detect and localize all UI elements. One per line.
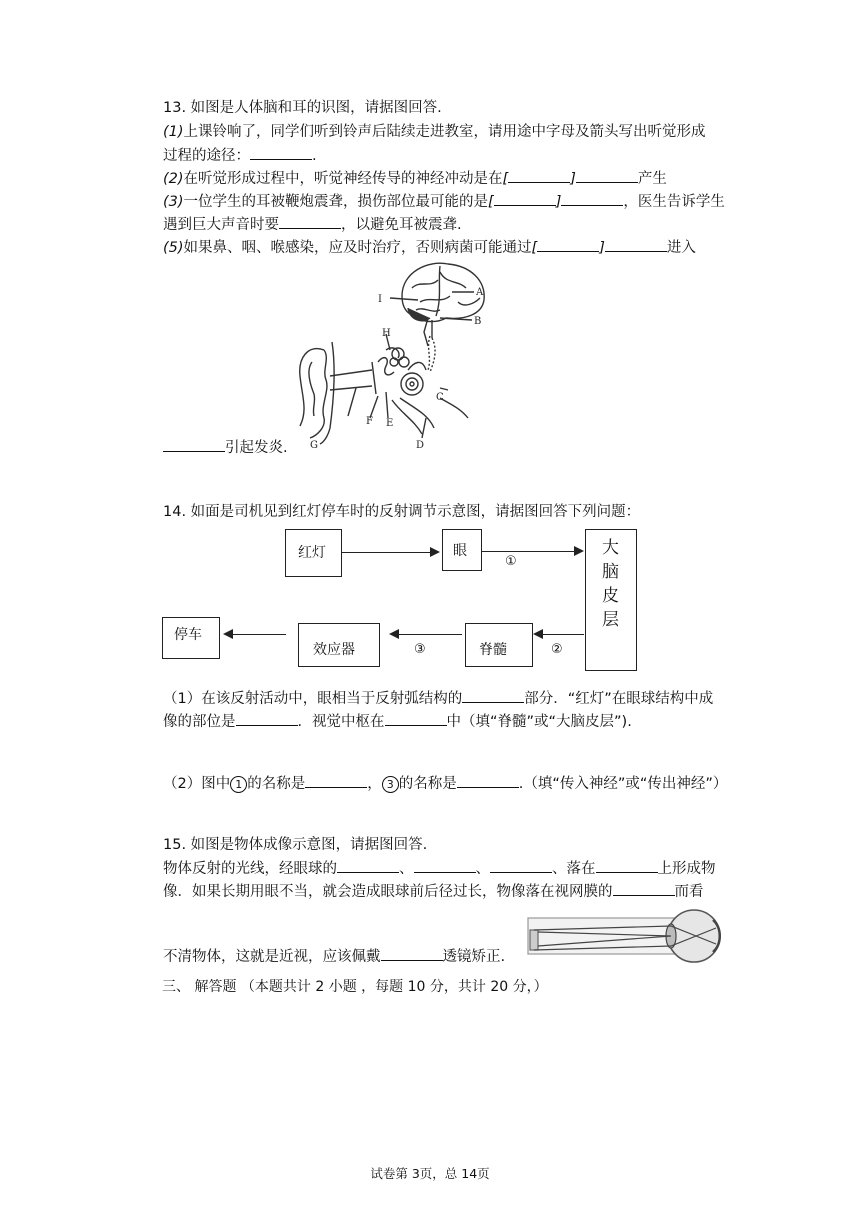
answer-blank[interactable] bbox=[605, 237, 667, 252]
q15-line3 bbox=[163, 946, 505, 967]
q14-part2 bbox=[163, 773, 727, 794]
q14-p1-a: （1）在该反射活动中，眼相当于反射弧结构的 bbox=[163, 691, 463, 707]
label-B: B bbox=[474, 316, 482, 327]
q13-part3-cont bbox=[163, 214, 462, 235]
arrowhead-icon bbox=[533, 629, 543, 639]
q13-part2 bbox=[163, 168, 667, 189]
answer-blank[interactable] bbox=[385, 711, 447, 726]
arrow-cortex-spine bbox=[542, 634, 584, 635]
cortex-char: 脑 bbox=[602, 562, 619, 582]
q13-p3-cont: 遇到巨大声音时要 bbox=[163, 217, 279, 233]
q13-part1 bbox=[163, 122, 706, 142]
box-spine bbox=[465, 623, 533, 667]
box-spine-label: 脊髓 bbox=[479, 642, 507, 658]
q13-p2-text: 在听觉形成过程中，听觉神经传导的神经冲动是在 bbox=[183, 171, 503, 187]
q15-l1-b: 、落在 bbox=[552, 861, 596, 877]
box-eye bbox=[442, 529, 482, 571]
q14-p2-b: 的名称是 bbox=[247, 776, 306, 792]
q13-p5-text: 如果鼻、咽、喉感染，应及时治疗，否则病菌可能通过 bbox=[183, 240, 532, 256]
q14-p1-e: 中（填“脊髓”或“大脑皮层”). bbox=[446, 714, 632, 730]
q13-p1-end: . bbox=[312, 148, 317, 164]
arrow-effector-stop bbox=[232, 634, 286, 635]
mark-one: ① bbox=[505, 554, 517, 569]
label-H: H bbox=[382, 328, 391, 339]
q13-p1-text: 上课铃响了，同学们听到铃声后陆续走进教室，请用途中字母及箭头写出听觉形成 bbox=[183, 124, 706, 140]
eye-figure bbox=[508, 906, 724, 966]
box-effector-label: 效应器 bbox=[313, 642, 355, 658]
q13-p5-tail: 引起发炎. bbox=[225, 440, 288, 456]
arrowhead-icon bbox=[223, 629, 233, 639]
answer-blank[interactable] bbox=[236, 711, 298, 726]
bracket-close: ] bbox=[599, 240, 605, 256]
q13-p1-cont: 过程的途径： bbox=[163, 148, 250, 164]
cortex-char: 大 bbox=[602, 538, 619, 558]
object-candle bbox=[530, 930, 538, 950]
answer-blank[interactable] bbox=[337, 858, 399, 873]
q13-p5-end: 进入 bbox=[666, 240, 696, 256]
label-E: E bbox=[386, 418, 394, 429]
answer-blank[interactable] bbox=[305, 773, 367, 788]
box-stop bbox=[162, 617, 220, 659]
q14-title: 14. 如面是司机见到红灯停车时的反射调节示意图，请据图回答下列问题： bbox=[163, 504, 641, 520]
q14-p2-d: 的名称是 bbox=[398, 776, 457, 792]
box-red-light-label: 红灯 bbox=[298, 545, 326, 561]
box-stop-label: 停车 bbox=[174, 627, 202, 643]
arrow-eye-cortex bbox=[482, 551, 574, 552]
q13-p3-num: (3) bbox=[163, 194, 184, 210]
answer-blank[interactable] bbox=[596, 858, 658, 873]
box-eye-label: 眼 bbox=[453, 543, 467, 559]
answer-blank[interactable] bbox=[508, 168, 570, 183]
q13-part3 bbox=[163, 191, 725, 212]
cochlea-shape bbox=[401, 373, 423, 395]
label-F: F bbox=[366, 416, 373, 427]
answer-blank[interactable] bbox=[576, 168, 638, 183]
q15-l1-c: 上形成物 bbox=[657, 861, 716, 877]
q14-p1-b: 部分．“红灯”在眼球结构中成 bbox=[524, 691, 714, 707]
bracket-open: [ bbox=[502, 171, 509, 187]
q15-line1 bbox=[163, 858, 716, 879]
circled-three: 3 bbox=[382, 776, 399, 793]
mark-two: ② bbox=[551, 642, 563, 657]
q14-p1-c: 像的部位是 bbox=[163, 714, 236, 730]
q13-p2-num: (2) bbox=[163, 171, 184, 187]
answer-blank[interactable] bbox=[279, 214, 341, 229]
bracket-close: ] bbox=[570, 171, 576, 187]
answer-blank[interactable] bbox=[414, 858, 476, 873]
q15-l1-a: 物体反射的光线，经眼球的 bbox=[163, 861, 337, 877]
q15-sep: 、 bbox=[399, 861, 414, 877]
answer-blank[interactable] bbox=[462, 688, 524, 703]
q13-part1-cont bbox=[163, 145, 317, 166]
brain-ear-figure bbox=[290, 258, 490, 453]
answer-blank[interactable] bbox=[163, 437, 225, 452]
q14-p1-d: ．视觉中枢在 bbox=[297, 714, 385, 730]
page-footer: 试卷第 3页，总 14页 bbox=[370, 1166, 490, 1181]
label-G: G bbox=[310, 440, 318, 451]
answer-blank[interactable] bbox=[381, 946, 443, 961]
q13-p1-num: (1) bbox=[163, 124, 184, 140]
box-cortex bbox=[585, 529, 637, 671]
bracket-open: [ bbox=[531, 240, 538, 256]
answer-blank[interactable] bbox=[561, 191, 623, 206]
arrowhead-icon bbox=[430, 547, 440, 557]
answer-blank[interactable] bbox=[457, 773, 519, 788]
q13-p3-end: ，以避免耳被震聋. bbox=[341, 217, 462, 233]
label-C: C bbox=[436, 392, 444, 403]
section-3-heading: 三、 解答题 （本题共计 2 小题 ，每题 10 分，共计 20 分，） bbox=[162, 979, 548, 995]
q13-p5-num: (5) bbox=[163, 240, 184, 256]
q15-l2-b: 而看 bbox=[674, 884, 704, 900]
q13-part5-cont bbox=[163, 437, 288, 458]
mark-three: ③ bbox=[414, 642, 426, 657]
cortex-char: 层 bbox=[602, 610, 619, 630]
q14-part1-cont bbox=[163, 711, 632, 732]
q15-sep: 、 bbox=[475, 861, 490, 877]
q15-l2-a: 像．如果长期用眼不当，就会造成眼球前后径过长，物像落在视网膜的 bbox=[163, 884, 613, 900]
arrow-spine-effector bbox=[398, 634, 462, 635]
circled-one: 1 bbox=[230, 776, 247, 793]
q13-p3-text: 一位学生的耳被鞭炮震聋，损伤部位最可能的是 bbox=[183, 194, 489, 210]
q14-part1 bbox=[163, 688, 713, 709]
q13-p3-mid: ，医生告诉学生 bbox=[623, 194, 725, 210]
answer-blank[interactable] bbox=[250, 145, 312, 160]
answer-blank[interactable] bbox=[494, 191, 556, 206]
q14-p2-c: ， bbox=[367, 776, 382, 792]
arrow-redlight-eye bbox=[342, 552, 430, 553]
label-A: A bbox=[476, 287, 484, 298]
answer-blank[interactable] bbox=[537, 237, 599, 252]
arrowhead-icon bbox=[389, 629, 399, 639]
q15-title: 15. 如图是物体成像示意图，请据图回答. bbox=[163, 837, 428, 853]
box-effector bbox=[298, 623, 380, 667]
q15-l3-b: 透镜矫正. bbox=[442, 949, 506, 965]
q15-line2 bbox=[163, 881, 704, 902]
q13-title: 13. 如图是人体脑和耳的识图，请据图回答. bbox=[163, 100, 442, 116]
answer-blank[interactable] bbox=[490, 858, 552, 873]
q13-p2-end: 产生 bbox=[637, 171, 667, 187]
answer-blank[interactable] bbox=[613, 881, 675, 896]
label-D: D bbox=[416, 440, 425, 451]
bracket-close: ] bbox=[555, 194, 562, 210]
bracket-open: [ bbox=[488, 194, 494, 210]
q13-part5 bbox=[163, 237, 696, 258]
cortex-char: 皮 bbox=[602, 586, 619, 606]
label-I: I bbox=[378, 294, 382, 305]
q14-p2-a: （2）图中 bbox=[163, 776, 231, 792]
arrowhead-icon bbox=[574, 546, 584, 556]
q15-l3-a: 不清物体，这就是近视，应该佩戴 bbox=[163, 949, 381, 965]
q14-p2-e: .（填“传入神经”或“传出神经”） bbox=[518, 776, 728, 792]
box-red-light bbox=[285, 529, 342, 577]
